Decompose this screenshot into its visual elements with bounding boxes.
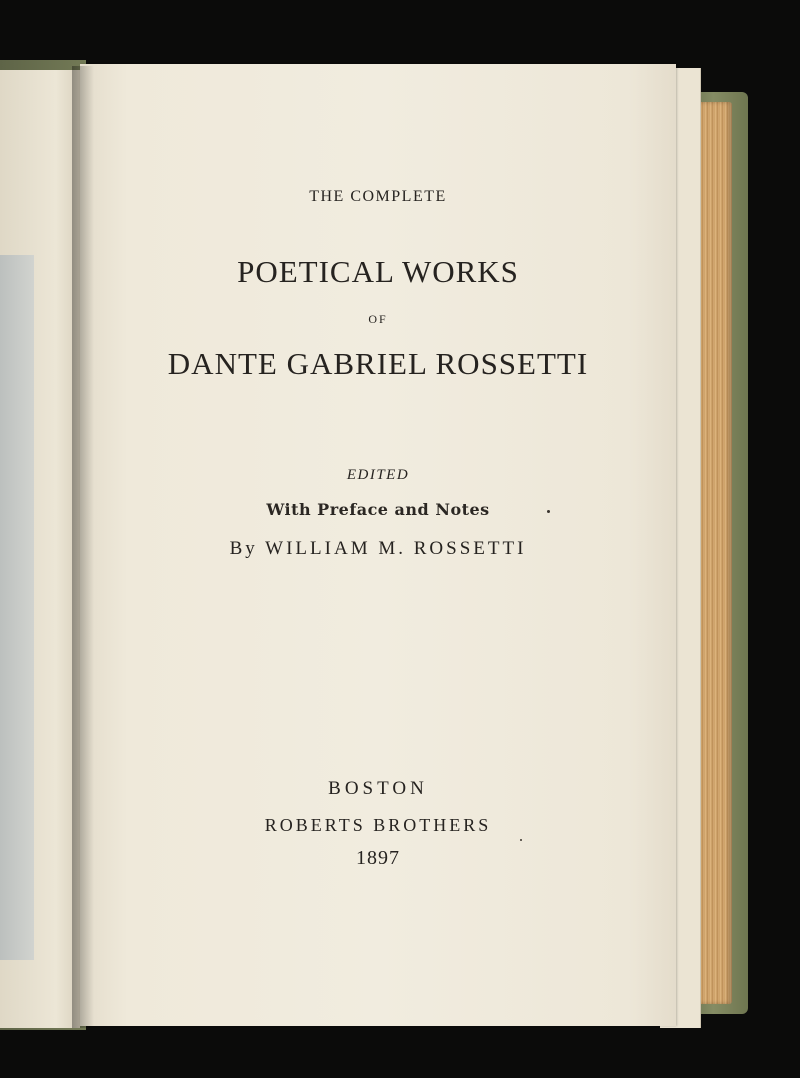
paper-speck bbox=[520, 839, 522, 841]
paper-speck bbox=[547, 510, 550, 513]
publisher-city: BOSTON bbox=[328, 778, 428, 799]
title-page bbox=[80, 64, 676, 1026]
connector-of: OF bbox=[368, 312, 388, 326]
publication-year: 1897 bbox=[356, 847, 400, 869]
edited-label: EDITED bbox=[346, 467, 410, 483]
author-name: DANTE GABRIEL ROSSETTI bbox=[167, 346, 589, 381]
heading-small: THE COMPLETE bbox=[309, 188, 447, 205]
preface-notes-line: With Preface and Notes bbox=[266, 500, 490, 519]
publisher-name: ROBERTS BROTHERS bbox=[264, 815, 492, 835]
tissue-guard bbox=[0, 255, 34, 960]
heading-large: POETICAL WORKS bbox=[237, 254, 519, 289]
left-page bbox=[0, 70, 80, 1028]
editor-name: By WILLIAM M. ROSSETTI bbox=[229, 538, 527, 559]
gutter-shadow bbox=[72, 66, 94, 1028]
